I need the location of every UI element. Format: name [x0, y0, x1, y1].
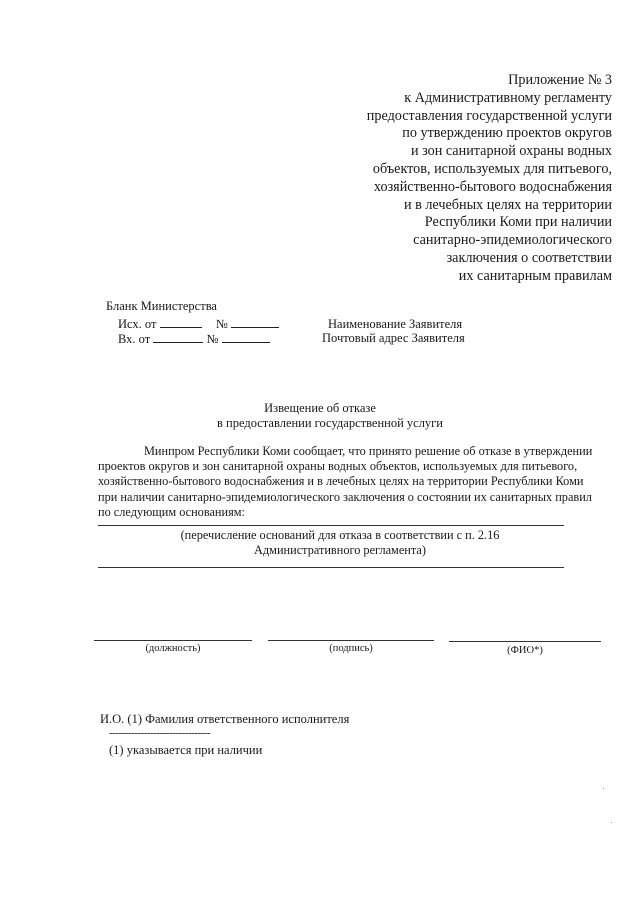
- ministry-letterhead-title: Бланк Министерства: [106, 299, 217, 313]
- scan-speck: [611, 822, 612, 823]
- outgoing-reference: [118, 316, 279, 332]
- notice-body: [98, 444, 598, 520]
- body-line: при наличии санитарно-эпидемиологического заключения о состоянии их санитарных правил: [98, 489, 592, 504]
- appendix-line: Республики Коми при наличии: [424, 214, 612, 231]
- body-line: проектов округов и зон санитарной охраны водных объектов, используемых для питьевого,: [98, 459, 578, 474]
- incoming-number-blank[interactable]: [222, 331, 270, 343]
- full-name-blank-line[interactable]: [449, 641, 601, 642]
- outgoing-label: Исх. от: [118, 317, 157, 331]
- grounds-blank-line-top[interactable]: [98, 525, 564, 526]
- incoming-label: Вх. от: [118, 332, 151, 346]
- position-blank-line[interactable]: [94, 640, 252, 641]
- footnote-text: (1) указывается при наличии: [109, 743, 263, 757]
- outgoing-number-blank[interactable]: [231, 316, 279, 328]
- body-line: по следующим основаниям:: [98, 504, 245, 519]
- appendix-line: Приложение № 3: [508, 72, 612, 88]
- appendix-line: их санитарным правилам: [458, 267, 612, 284]
- body-line: хозяйственно-бытового водоснабжения и в лечебных целях на территории Республики Коми: [98, 474, 584, 489]
- grounds-blank-line-bottom[interactable]: [98, 567, 564, 568]
- appendix-line: предоставления государственной услуги: [366, 107, 612, 124]
- appendix-line: к Административному регламенту: [404, 89, 612, 106]
- incoming-reference: [118, 331, 270, 347]
- body-line: Минпром Республики Коми сообщает, что принято решение об отказе в утверждении: [144, 444, 593, 458]
- incoming-number-sign: №: [206, 332, 219, 346]
- scan-speck: [603, 788, 604, 789]
- full-name-label: (ФИО*): [507, 645, 543, 656]
- applicant-address: Почтовый адрес Заявителя: [322, 331, 465, 345]
- position-label: (должность): [145, 643, 201, 654]
- appendix-line: заключения о соответствии: [446, 249, 612, 266]
- signature-blank-line[interactable]: [268, 640, 434, 641]
- executor-line: И.О. (1) Фамилия ответственного исполнителя: [100, 712, 350, 726]
- footnote-separator: --------------------------------: [109, 727, 211, 739]
- incoming-date-blank[interactable]: [153, 331, 203, 343]
- appendix-line: хозяйственно-бытового водоснабжения: [373, 178, 612, 195]
- appendix-line: по утверждению проектов округов: [402, 125, 612, 142]
- appendix-line: санитарно-эпидемиологического: [413, 232, 612, 249]
- outgoing-date-blank[interactable]: [160, 316, 202, 328]
- appendix-line: объектов, используемых для питьевого,: [372, 160, 612, 177]
- appendix-line: и зон санитарной охраны водных: [410, 143, 612, 160]
- appendix-header: [312, 72, 612, 286]
- notice-subtitle: в предоставлении государственной услуги: [216, 416, 443, 430]
- notice-title: Извещение об отказе: [264, 401, 376, 415]
- grounds-note-line2: Административного регламента): [254, 543, 426, 557]
- outgoing-number-sign: №: [215, 317, 228, 331]
- grounds-note-line1: (перечисление оснований для отказа в соответствии с п. 2.16: [180, 528, 500, 542]
- applicant-name: Наименование Заявителя: [328, 317, 463, 331]
- signature-label: (подпись): [329, 643, 373, 654]
- appendix-line: и в лечебных целях на территории: [403, 196, 612, 213]
